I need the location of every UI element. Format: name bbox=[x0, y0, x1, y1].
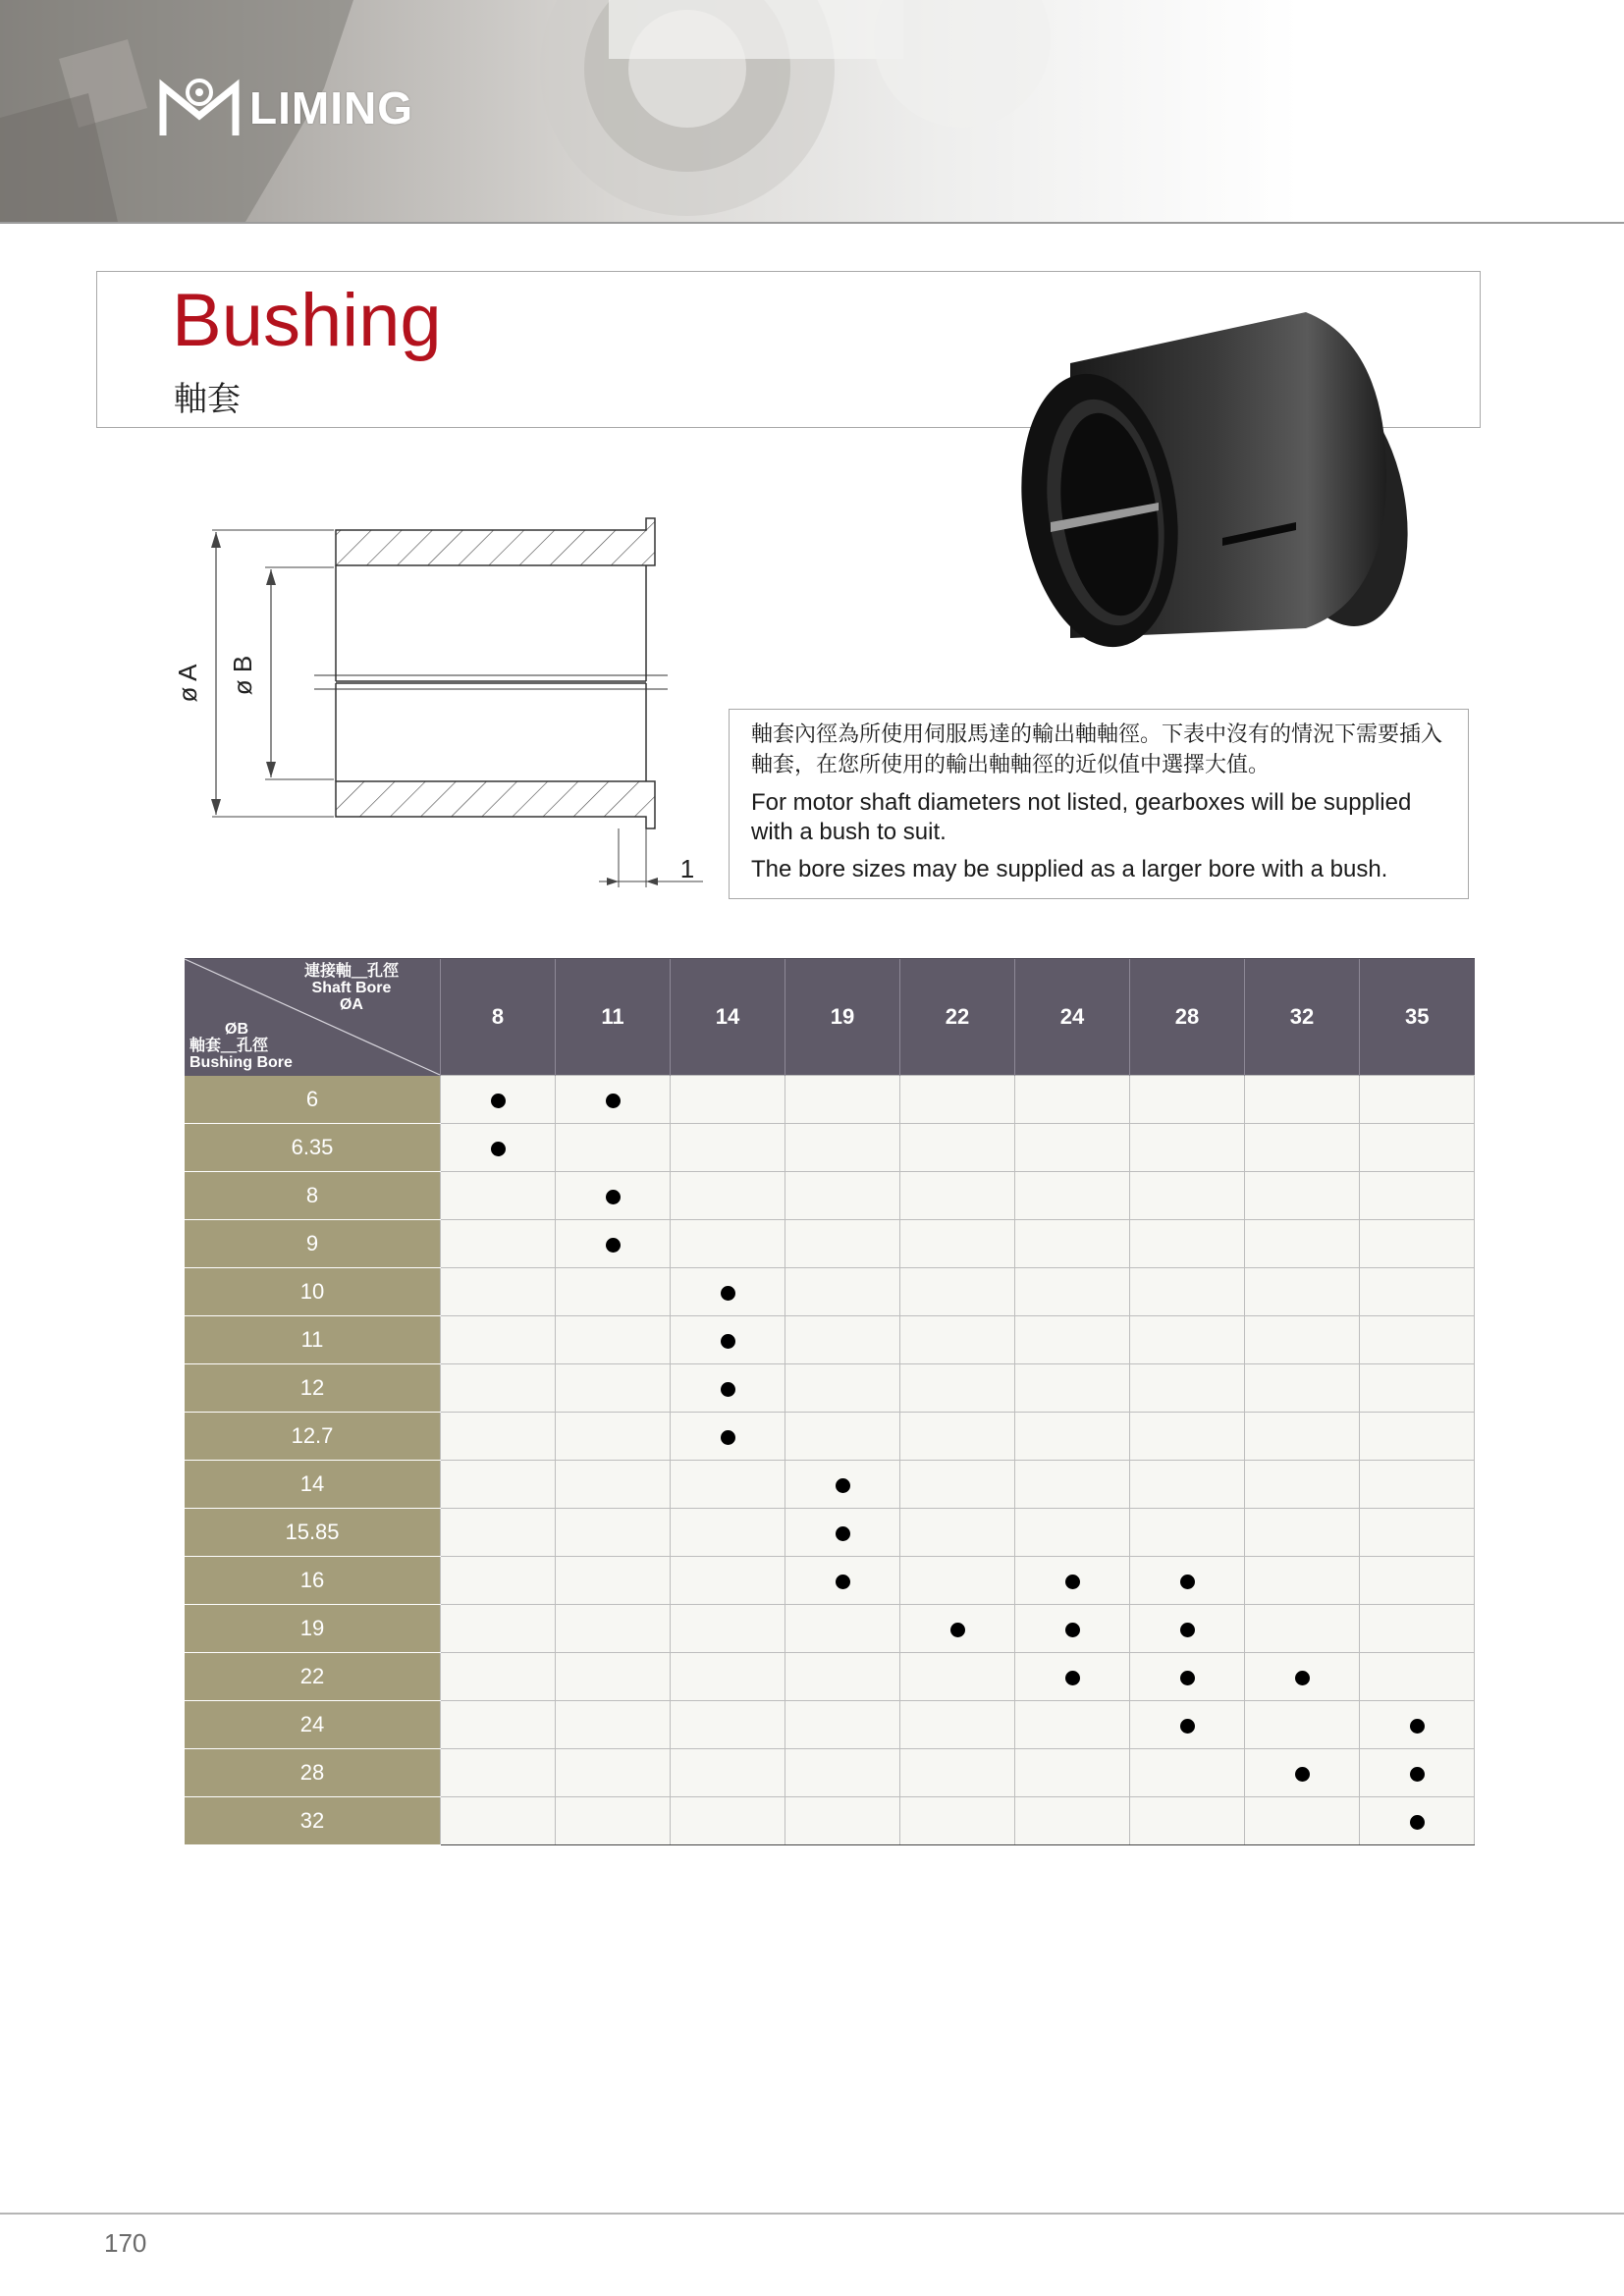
brand-logo bbox=[159, 77, 413, 139]
table-cell bbox=[785, 1172, 900, 1220]
compatible-dot bbox=[1065, 1623, 1080, 1637]
table-cell bbox=[1360, 1076, 1475, 1124]
page-subtitle: 軸套 bbox=[174, 380, 241, 419]
table-cell bbox=[671, 1076, 785, 1124]
table-cell bbox=[1245, 1509, 1360, 1557]
table-cell bbox=[1360, 1605, 1475, 1653]
table-cell bbox=[1245, 1749, 1360, 1797]
table-row bbox=[185, 1509, 1475, 1557]
table-row bbox=[185, 1461, 1475, 1509]
dim-label-b: ø B bbox=[228, 655, 257, 696]
compatible-dot bbox=[1065, 1671, 1080, 1685]
compatible-dot bbox=[1180, 1623, 1195, 1637]
table-cell bbox=[1130, 1124, 1245, 1172]
table-cell bbox=[1015, 1316, 1130, 1364]
table-cell bbox=[556, 1220, 671, 1268]
table-cell bbox=[671, 1220, 785, 1268]
table-cell bbox=[1360, 1461, 1475, 1509]
table-cell bbox=[1245, 1605, 1360, 1653]
table-cell bbox=[785, 1797, 900, 1845]
table-cell bbox=[556, 1364, 671, 1413]
table-cell bbox=[441, 1605, 556, 1653]
table-cell bbox=[785, 1124, 900, 1172]
table-cell bbox=[1360, 1316, 1475, 1364]
note-box bbox=[729, 709, 1469, 899]
dim-label-a: ø A bbox=[173, 664, 202, 703]
table-cell bbox=[785, 1268, 900, 1316]
table-cell bbox=[1360, 1268, 1475, 1316]
table-cell bbox=[1245, 1364, 1360, 1413]
table-cell bbox=[671, 1316, 785, 1364]
banner-divider bbox=[0, 222, 1624, 224]
column-header: 24 bbox=[1015, 959, 1130, 1076]
row-header: 24 bbox=[185, 1701, 441, 1749]
table-cell bbox=[1245, 1220, 1360, 1268]
table-cell bbox=[1245, 1124, 1360, 1172]
table-row bbox=[185, 1653, 1475, 1701]
table-cell bbox=[1360, 1749, 1475, 1797]
table-cell bbox=[900, 1364, 1015, 1413]
table-cell bbox=[900, 1605, 1015, 1653]
table-cell bbox=[556, 1268, 671, 1316]
table-cell bbox=[900, 1461, 1015, 1509]
table-cell bbox=[556, 1124, 671, 1172]
table-cell bbox=[1015, 1172, 1130, 1220]
table-cell bbox=[441, 1364, 556, 1413]
table-cell bbox=[441, 1220, 556, 1268]
table-cell bbox=[1130, 1605, 1245, 1653]
table-cell bbox=[671, 1605, 785, 1653]
compatible-dot bbox=[721, 1286, 735, 1301]
dim-label-flange: 1 bbox=[679, 854, 695, 883]
note-english-1: For motor shaft diameters not listed, gearboxes will be supplied with a bush to suit. bbox=[751, 789, 1412, 845]
table-cell bbox=[785, 1413, 900, 1461]
table-cell bbox=[1015, 1124, 1130, 1172]
bushing-table bbox=[185, 958, 1475, 1845]
liming-logo-icon bbox=[159, 77, 240, 139]
row-header: 22 bbox=[185, 1653, 441, 1701]
table-cell bbox=[785, 1076, 900, 1124]
table-cell bbox=[556, 1413, 671, 1461]
table-cell bbox=[900, 1701, 1015, 1749]
table-cell bbox=[785, 1364, 900, 1413]
table-cell bbox=[1360, 1172, 1475, 1220]
page-number: 170 bbox=[104, 2228, 147, 2258]
table-cell bbox=[1130, 1797, 1245, 1845]
table-cell bbox=[1015, 1413, 1130, 1461]
table-cell bbox=[1245, 1076, 1360, 1124]
table-row bbox=[185, 1124, 1475, 1172]
table-cell bbox=[1130, 1268, 1245, 1316]
bushing-photo-illustration bbox=[1011, 304, 1443, 658]
table-cell bbox=[1360, 1124, 1475, 1172]
table-cell bbox=[671, 1364, 785, 1413]
header-banner bbox=[0, 0, 1624, 222]
note-english-2: The bore sizes may be supplied as a larger bore with a bush. bbox=[751, 856, 1388, 882]
table-cell bbox=[556, 1605, 671, 1653]
table-cell bbox=[556, 1076, 671, 1124]
table-cell bbox=[900, 1413, 1015, 1461]
table-cell bbox=[785, 1749, 900, 1797]
compatible-dot bbox=[1410, 1767, 1425, 1782]
row-header: 6 bbox=[185, 1076, 441, 1124]
table-cell bbox=[441, 1797, 556, 1845]
table-cell bbox=[556, 1461, 671, 1509]
table-cell bbox=[1015, 1749, 1130, 1797]
table-cell bbox=[671, 1268, 785, 1316]
row-header: 15.85 bbox=[185, 1509, 441, 1557]
table-cell bbox=[785, 1605, 900, 1653]
table-cell bbox=[671, 1749, 785, 1797]
table-cell bbox=[785, 1461, 900, 1509]
table-row bbox=[185, 1701, 1475, 1749]
shaft-bore-label: 連接軸＿孔徑 Shaft Bore ØA bbox=[303, 963, 399, 1013]
table-cell bbox=[441, 1268, 556, 1316]
table-cell bbox=[1015, 1797, 1130, 1845]
table-row bbox=[185, 1364, 1475, 1413]
table-cell bbox=[441, 1076, 556, 1124]
table-cell bbox=[671, 1413, 785, 1461]
page-title: Bushing bbox=[172, 279, 442, 362]
table-cell bbox=[1360, 1557, 1475, 1605]
table-cell bbox=[900, 1797, 1015, 1845]
table-cell bbox=[785, 1509, 900, 1557]
table-cell bbox=[556, 1749, 671, 1797]
table-cell bbox=[1015, 1557, 1130, 1605]
row-header: 8 bbox=[185, 1172, 441, 1220]
table-cell bbox=[785, 1557, 900, 1605]
table-row bbox=[185, 1413, 1475, 1461]
table-cell bbox=[441, 1653, 556, 1701]
table-cell bbox=[671, 1557, 785, 1605]
table-cell bbox=[1360, 1797, 1475, 1845]
table-cell bbox=[556, 1797, 671, 1845]
table-cell bbox=[900, 1557, 1015, 1605]
compatible-dot bbox=[1295, 1671, 1310, 1685]
table-cell bbox=[671, 1509, 785, 1557]
technical-drawing bbox=[173, 510, 727, 908]
table-cell bbox=[441, 1316, 556, 1364]
table-cell bbox=[1360, 1509, 1475, 1557]
table-cell bbox=[556, 1653, 671, 1701]
bushing-section-drawing bbox=[173, 510, 727, 903]
table-cell bbox=[1245, 1461, 1360, 1509]
table-cell bbox=[1130, 1557, 1245, 1605]
compatible-dot bbox=[836, 1575, 850, 1589]
compatible-dot bbox=[1180, 1719, 1195, 1734]
table-row bbox=[185, 1268, 1475, 1316]
table-cell bbox=[1130, 1701, 1245, 1749]
column-header: 22 bbox=[900, 959, 1015, 1076]
table-cell bbox=[671, 1701, 785, 1749]
table-cell bbox=[441, 1413, 556, 1461]
table-cell bbox=[900, 1220, 1015, 1268]
table-cell bbox=[1015, 1220, 1130, 1268]
compatible-dot bbox=[1410, 1719, 1425, 1734]
table-cell bbox=[1015, 1653, 1130, 1701]
table-cell bbox=[441, 1124, 556, 1172]
table-cell bbox=[1245, 1172, 1360, 1220]
compatible-dot bbox=[606, 1094, 621, 1108]
column-header: 11 bbox=[556, 959, 671, 1076]
column-header: 8 bbox=[441, 959, 556, 1076]
compatible-dot bbox=[836, 1526, 850, 1541]
product-photo bbox=[1011, 304, 1443, 663]
table-cell bbox=[441, 1461, 556, 1509]
compatible-dot bbox=[721, 1430, 735, 1445]
table-cell bbox=[1015, 1076, 1130, 1124]
table-row bbox=[185, 1749, 1475, 1797]
column-header: 32 bbox=[1245, 959, 1360, 1076]
table-cell bbox=[1360, 1220, 1475, 1268]
column-header: 28 bbox=[1130, 959, 1245, 1076]
table-cell bbox=[671, 1172, 785, 1220]
table-cell bbox=[1245, 1316, 1360, 1364]
table-cell bbox=[1360, 1364, 1475, 1413]
table-row bbox=[185, 1172, 1475, 1220]
table-cell bbox=[1015, 1364, 1130, 1413]
table-cell bbox=[556, 1172, 671, 1220]
table-cell bbox=[671, 1797, 785, 1845]
table-cell bbox=[441, 1172, 556, 1220]
note-chinese: 軸套內徑為所使用伺服馬達的輸出軸軸徑。下表中沒有的情況下需要插入軸套，在您所使用的輸出軸軸徑的近似值中選擇大值。 bbox=[751, 722, 1443, 777]
table-cell bbox=[1245, 1268, 1360, 1316]
table-cell bbox=[441, 1701, 556, 1749]
table-cell bbox=[1015, 1461, 1130, 1509]
row-header: 16 bbox=[185, 1557, 441, 1605]
bushing-bore-label: ØB 軸套＿孔徑 Bushing Bore bbox=[189, 1020, 293, 1071]
table-cell bbox=[671, 1461, 785, 1509]
table-cell bbox=[1130, 1413, 1245, 1461]
row-header: 11 bbox=[185, 1316, 441, 1364]
brand-name: LIMING bbox=[249, 82, 413, 133]
table-cell bbox=[1245, 1413, 1360, 1461]
compatible-dot bbox=[491, 1142, 506, 1156]
table-row bbox=[185, 1076, 1475, 1124]
table-cell bbox=[1015, 1605, 1130, 1653]
compatibility-table bbox=[185, 958, 1475, 1845]
column-header: 35 bbox=[1360, 959, 1475, 1076]
row-header: 12.7 bbox=[185, 1413, 441, 1461]
table-cell bbox=[556, 1557, 671, 1605]
table-cell bbox=[556, 1701, 671, 1749]
column-header: 19 bbox=[785, 959, 900, 1076]
compatible-dot bbox=[950, 1623, 965, 1637]
table-row bbox=[185, 1605, 1475, 1653]
table-body bbox=[185, 1076, 1475, 1845]
compatible-dot bbox=[1295, 1767, 1310, 1782]
table-row bbox=[185, 1220, 1475, 1268]
table-cell bbox=[1245, 1653, 1360, 1701]
table-cell bbox=[1130, 1076, 1245, 1124]
table-cell bbox=[785, 1220, 900, 1268]
table-row bbox=[185, 1797, 1475, 1845]
row-header: 9 bbox=[185, 1220, 441, 1268]
table-cell bbox=[1130, 1316, 1245, 1364]
table-cell bbox=[1130, 1172, 1245, 1220]
table-cell bbox=[441, 1509, 556, 1557]
table-cell bbox=[900, 1653, 1015, 1701]
compatible-dot bbox=[1180, 1671, 1195, 1685]
compatible-dot bbox=[721, 1334, 735, 1349]
table-cell bbox=[1130, 1509, 1245, 1557]
table-header-row bbox=[185, 959, 1475, 1076]
table-cell bbox=[1130, 1364, 1245, 1413]
table-row bbox=[185, 1316, 1475, 1364]
table-cell bbox=[1360, 1653, 1475, 1701]
table-cell bbox=[900, 1172, 1015, 1220]
table-cell bbox=[1130, 1220, 1245, 1268]
compatible-dot bbox=[606, 1190, 621, 1204]
compatible-dot bbox=[491, 1094, 506, 1108]
row-header: 32 bbox=[185, 1797, 441, 1845]
table-cell bbox=[785, 1701, 900, 1749]
table-cell bbox=[900, 1076, 1015, 1124]
table-cell bbox=[1130, 1461, 1245, 1509]
table-cell bbox=[785, 1653, 900, 1701]
table-cell bbox=[1245, 1557, 1360, 1605]
row-header: 14 bbox=[185, 1461, 441, 1509]
table-cell bbox=[900, 1749, 1015, 1797]
table-cell bbox=[671, 1653, 785, 1701]
compatible-dot bbox=[1410, 1815, 1425, 1830]
table-cell bbox=[1245, 1797, 1360, 1845]
footer-divider bbox=[0, 2213, 1624, 2215]
compatible-dot bbox=[606, 1238, 621, 1253]
row-header: 12 bbox=[185, 1364, 441, 1413]
table-cell bbox=[1015, 1268, 1130, 1316]
table-cell bbox=[900, 1509, 1015, 1557]
table-cell bbox=[671, 1124, 785, 1172]
table-row bbox=[185, 1557, 1475, 1605]
table-cell bbox=[1245, 1701, 1360, 1749]
table-cell bbox=[1360, 1413, 1475, 1461]
table-cell bbox=[441, 1749, 556, 1797]
row-header: 10 bbox=[185, 1268, 441, 1316]
row-header: 28 bbox=[185, 1749, 441, 1797]
column-header: 14 bbox=[671, 959, 785, 1076]
table-cell bbox=[900, 1316, 1015, 1364]
row-header: 6.35 bbox=[185, 1124, 441, 1172]
table-cell bbox=[1015, 1509, 1130, 1557]
table-cell bbox=[785, 1316, 900, 1364]
table-cell bbox=[1360, 1701, 1475, 1749]
table-cell bbox=[1015, 1701, 1130, 1749]
compatible-dot bbox=[1065, 1575, 1080, 1589]
table-cell bbox=[556, 1316, 671, 1364]
compatible-dot bbox=[721, 1382, 735, 1397]
table-cell bbox=[900, 1124, 1015, 1172]
table-cell bbox=[441, 1557, 556, 1605]
row-header: 19 bbox=[185, 1605, 441, 1653]
table-corner-cell bbox=[185, 959, 441, 1076]
table-cell bbox=[900, 1268, 1015, 1316]
table-cell bbox=[556, 1509, 671, 1557]
table-cell bbox=[1130, 1749, 1245, 1797]
compatible-dot bbox=[1180, 1575, 1195, 1589]
compatible-dot bbox=[836, 1478, 850, 1493]
table-cell bbox=[1130, 1653, 1245, 1701]
